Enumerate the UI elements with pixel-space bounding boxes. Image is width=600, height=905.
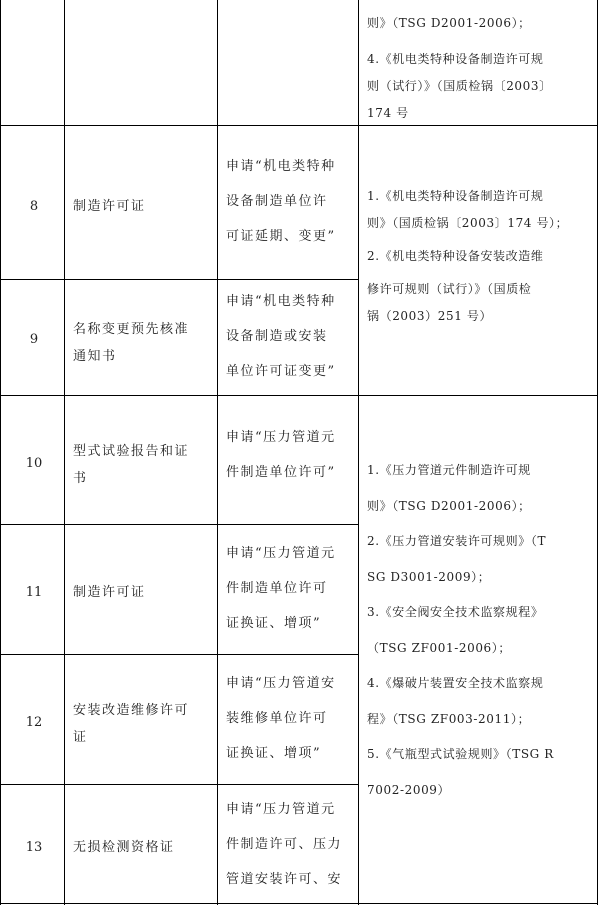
- certificate-name: 安装改造维修许可 证: [73, 703, 190, 745]
- legal-basis-group-3: 1.《压力管道元件制造许可规 则》（TSG D2001-2006）； 2.《压力管道安装许可规则》（T SG D3001-2009）； 3.《安全阀安全技术监察规程》 （TSG ZF001-2006）； 4.《爆破片装置安全技术监察规 程》（TSG ZF003-2011）； 5.《气瓶型式试验规则》（TSG R 7002-2009）: [367, 463, 554, 797]
- row-divider: [0, 654, 359, 655]
- row-number: 12: [25, 715, 43, 730]
- certificate-name: 制造许可证: [73, 585, 146, 600]
- row-number: 9: [29, 332, 39, 347]
- table-border-left: [0, 0, 1, 905]
- application-item: 申请“压力管道安 装维修单位许可 证换证、增项”: [226, 676, 336, 761]
- column-divider-2: [217, 0, 218, 905]
- legal-basis-group-1: 则》（TSG D2001-2006）； 4.《机电类特种设备制造许可规 则（试行）》（国质检锅〔2003〕 174 号: [367, 16, 552, 120]
- column-divider-3: [358, 0, 359, 905]
- certificate-name: 制造许可证: [73, 199, 146, 214]
- application-item: 申请“压力管道元 件制造单位许可”: [226, 430, 336, 480]
- row-number: 13: [25, 840, 43, 855]
- application-item: 申请“机电类特种 设备制造单位许 可证延期、变更”: [226, 159, 336, 244]
- table-border-bottom: [0, 903, 598, 904]
- row-divider: [0, 524, 359, 525]
- application-item: 申请“压力管道元 件制造单位许可 证换证、增项”: [226, 546, 336, 631]
- column-divider-1: [64, 0, 65, 905]
- row-number: 10: [25, 456, 43, 471]
- row-divider: [0, 279, 359, 280]
- row-divider: [0, 784, 359, 785]
- application-item: 申请“机电类特种 设备制造或安装 单位许可证变更”: [226, 294, 336, 379]
- legal-basis-group-2: 1.《机电类特种设备制造许可规 则》（国质检锅〔2003〕174 号）； 2.《机电类特种设备安装改造维 修许可规则（试行）》（国质检 锅（2003）251 号）: [367, 189, 569, 323]
- certificate-name: 无损检测资格证: [73, 840, 175, 855]
- table-border-right: [597, 0, 598, 905]
- certificate-name: 型式试验报告和证 书: [73, 444, 190, 486]
- row-divider: [0, 395, 598, 396]
- row-number: 11: [25, 585, 43, 600]
- application-item: 申请“压力管道元 件制造许可、压力 管道安装许可、安: [226, 802, 343, 887]
- certificate-name: 名称变更预先核准 通知书: [73, 322, 190, 364]
- row-number: 8: [29, 199, 39, 214]
